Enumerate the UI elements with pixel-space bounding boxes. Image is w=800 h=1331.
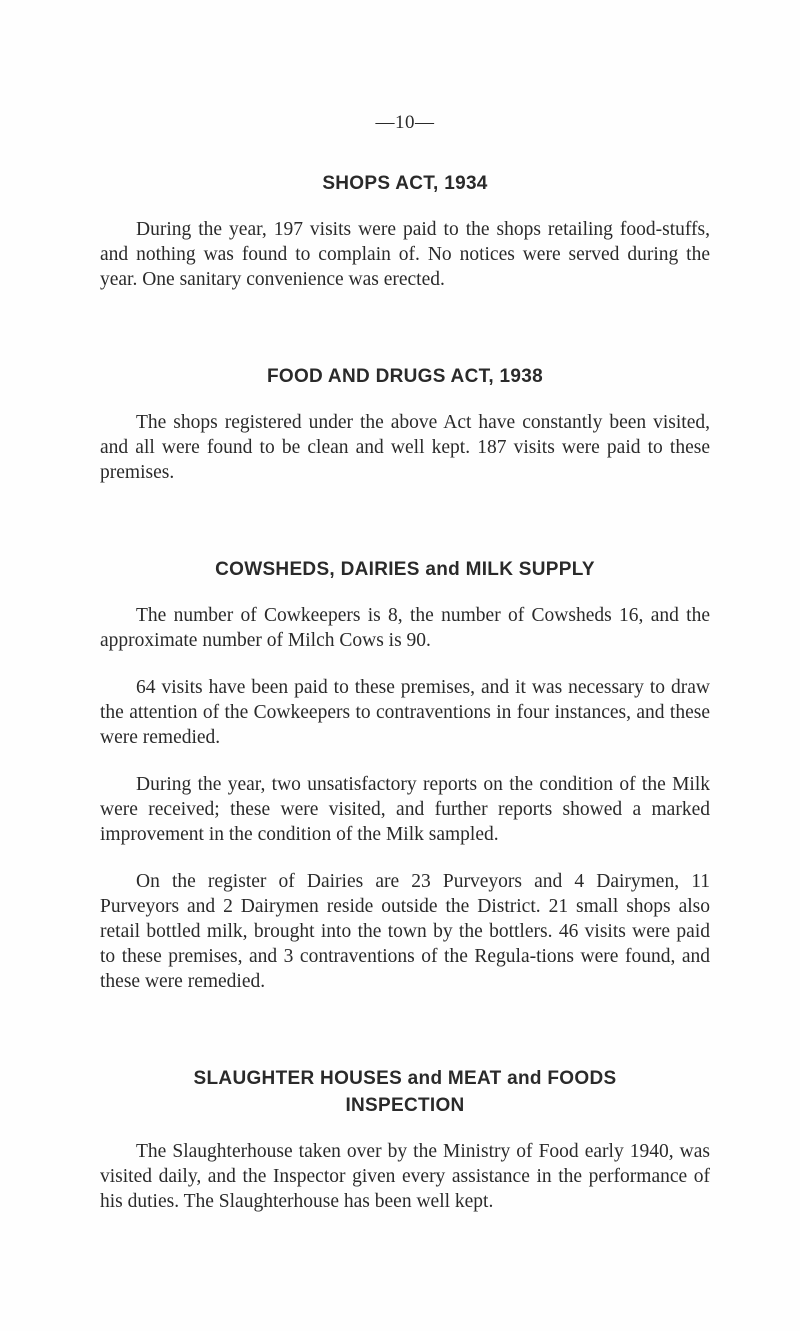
paragraph: During the year, 197 visits were paid to the shops retailing food-stuffs, and nothing was found to complain of. No notices were served during the year. One sanitary convenience was erected.	[100, 219, 710, 290]
section-slaughter-houses	[100, 1065, 710, 1214]
section-heading: SHOPS ACT, 1934	[322, 173, 488, 194]
paragraph: 64 visits have been paid to these premises, and it was necessary to draw the attention of the Cowkeepers to contraventions in four instances, and these were remedied.	[100, 677, 710, 748]
section-heading: SLAUGHTER HOUSES and MEAT and FOODS INSPECTION	[193, 1068, 617, 1116]
section-heading: COWSHEDS, DAIRIES and MILK SUPPLY	[215, 559, 595, 580]
page-number: —10—	[375, 112, 435, 133]
section-cowsheds-dairies-milk	[100, 556, 710, 994]
page-content	[100, 112, 710, 1214]
paragraph: The number of Cowkeepers is 8, the number of Cowsheds 16, and the approximate number of Milch Cows is 90.	[100, 605, 710, 651]
paragraph: The Slaughterhouse taken over by the Ministry of Food early 1940, was visited daily, and the Inspector given every assistance in the performance of his duties. The Slaughterhouse has been well kept.	[100, 1141, 710, 1212]
section-shops-act	[100, 170, 710, 292]
paragraph: On the register of Dairies are 23 Purveyors and 4 Dairymen, 11 Purveyors and 2 Dairymen reside outside the District. 21 small shops also retail bottled milk, brought into the town by the bottlers. 46 visits were paid to these premises, and 3 contraventions of the Regula-tions were found, and these were remedied.	[100, 871, 710, 992]
paragraph: During the year, two unsatisfactory reports on the condition of the Milk were received; these were visited, and further reports showed a marked improvement in the condition of the Milk sampled.	[100, 774, 710, 845]
paragraph: The shops registered under the above Act have constantly been visited, and all were found to be clean and well kept. 187 visits were paid to these premises.	[100, 412, 710, 483]
section-heading: FOOD AND DRUGS ACT, 1938	[266, 366, 544, 387]
section-food-and-drugs-act	[100, 363, 710, 485]
